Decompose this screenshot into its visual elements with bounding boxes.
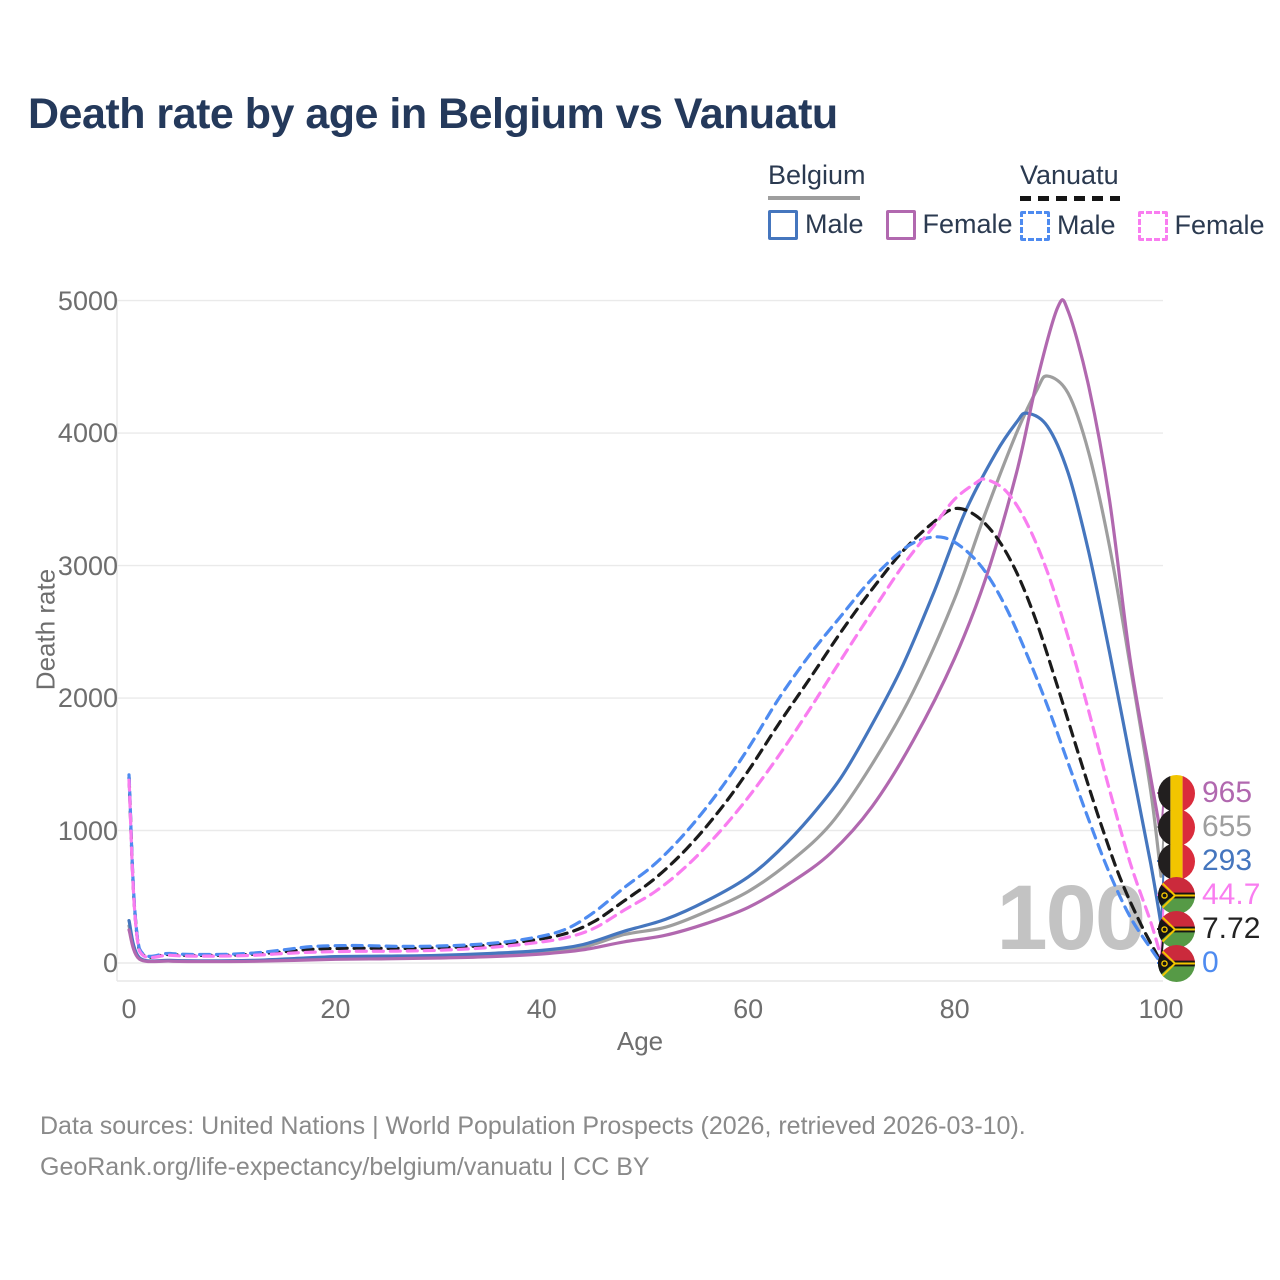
belgium-flag-icon [1158, 775, 1195, 812]
end-label-belgium-male [1158, 843, 1252, 880]
legend-swatch-icon [768, 210, 798, 240]
belgium-flag-icon [1158, 843, 1195, 880]
vanuatu-flag-icon [1158, 945, 1195, 982]
legend-solid-rule-sample [768, 196, 860, 200]
y-tick-5000: 5000 [57, 285, 118, 316]
end-value-belgium-male: 293 [1202, 844, 1253, 877]
legend-group-title: Vanuatu [1020, 160, 1119, 190]
y-axis-label: Death rate [30, 568, 61, 691]
line-vanuatu-total [129, 508, 1161, 969]
y-tick-2000: 2000 [57, 683, 118, 714]
y-tick-3000: 3000 [57, 550, 118, 581]
vanuatu-flag-icon [1158, 877, 1195, 914]
end-label-belgium-female [1158, 775, 1252, 812]
legend-swatch-icon [1020, 211, 1050, 241]
flag-belgium [1158, 843, 1195, 880]
flag-belgium [1158, 775, 1195, 812]
flag-vanuatu [1158, 911, 1195, 948]
end-value-vanuatu-total: 7.72 [1202, 912, 1261, 945]
footer-line-url: GeoRank.org/life-expectancy/belgium/vanuatu | CC BY [40, 1152, 650, 1181]
age-counter-watermark: 100 [996, 867, 1144, 969]
end-value-belgium-female: 965 [1202, 776, 1253, 809]
line-belgium-male [129, 413, 1161, 961]
x-tick-80: 80 [939, 994, 970, 1024]
legend-item-vanuatu-male[interactable] [1020, 210, 1116, 241]
end-label-vanuatu-total [1158, 911, 1260, 948]
legend-item-label: Female [922, 209, 1013, 239]
legend-group-belgium [768, 160, 1035, 240]
legend-item-vanuatu-female[interactable] [1138, 210, 1265, 241]
line-belgium-female [129, 300, 1161, 969]
vanuatu-flag-icon [1158, 911, 1195, 948]
end-label-vanuatu-male [1158, 945, 1219, 982]
legend-item-belgium-female[interactable] [886, 209, 1013, 240]
legend-swatch-icon [1138, 211, 1168, 241]
legend-group-title: Belgium [768, 160, 866, 190]
legend-item-label: Male [1057, 210, 1116, 240]
x-tick-100: 100 [1138, 994, 1184, 1024]
x-tick-60: 60 [733, 994, 764, 1024]
flag-belgium [1158, 809, 1195, 846]
flag-vanuatu [1158, 877, 1195, 914]
end-label-belgium-total [1158, 809, 1252, 846]
footer-line-sources: Data sources: United Nations | World Population Prospects (2026, retrieved 2026-03-10). [40, 1112, 1026, 1140]
x-tick-0: 0 [121, 994, 137, 1024]
legend-item-belgium-male[interactable] [768, 209, 864, 240]
page-title: Death rate by age in Belgium vs Vanuatu [28, 90, 838, 138]
x-axis-label: Age [616, 1026, 664, 1056]
end-label-vanuatu-female [1158, 877, 1260, 914]
end-value-vanuatu-male: 0 [1202, 946, 1219, 979]
legend-item-label: Female [1174, 210, 1265, 240]
end-value-vanuatu-female: 44.7 [1202, 878, 1261, 911]
y-tick-0: 0 [102, 948, 118, 978]
x-tick-40: 40 [526, 994, 557, 1024]
legend-dashed-rule-sample [1020, 196, 1120, 201]
flag-vanuatu [1158, 945, 1195, 982]
legend-item-label: Male [805, 209, 864, 239]
end-value-belgium-total: 655 [1202, 810, 1253, 843]
x-tick-20: 20 [320, 994, 351, 1024]
legend-swatch-icon [886, 210, 916, 240]
legend-group-vanuatu [1020, 160, 1280, 241]
belgium-flag-icon [1158, 809, 1195, 846]
y-tick-4000: 4000 [57, 418, 118, 449]
y-tick-1000: 1000 [57, 815, 118, 846]
footer [40, 1106, 1026, 1187]
